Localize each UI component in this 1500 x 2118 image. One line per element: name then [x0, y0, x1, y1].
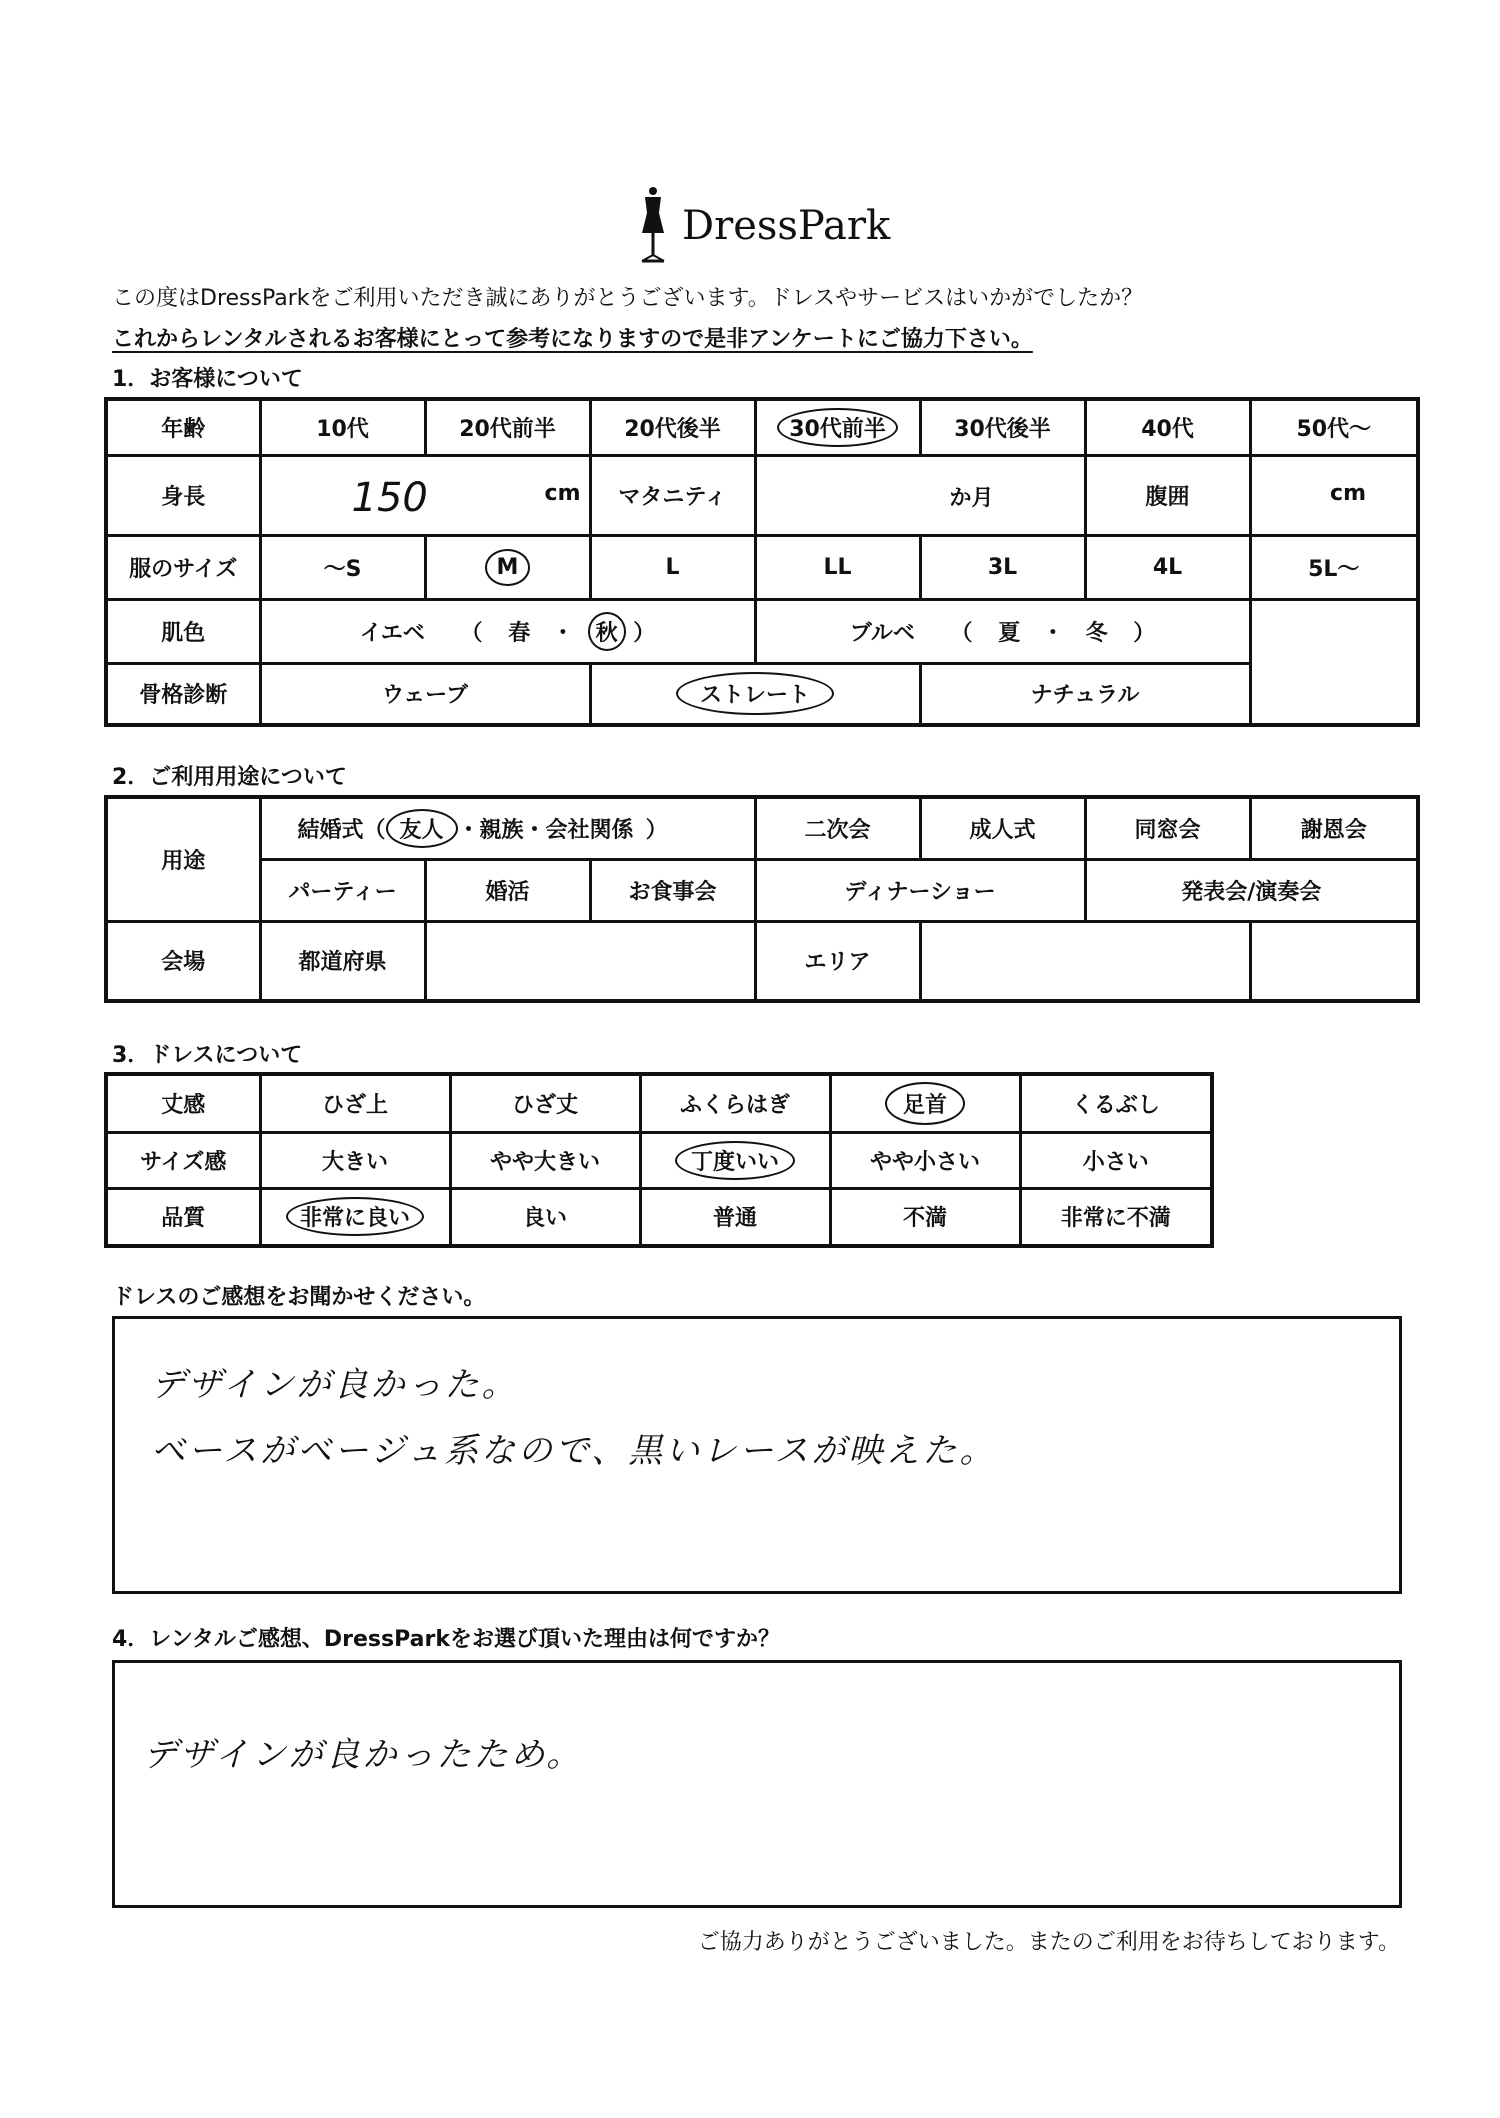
age-label: 年齢 [106, 399, 260, 455]
age-option[interactable]: 40代 [1085, 399, 1250, 455]
selection-circle: 丁度いい [675, 1141, 795, 1180]
fit-row [106, 1132, 1212, 1188]
fit-option[interactable]: やや大きい [450, 1132, 640, 1188]
size-option[interactable]: LL [755, 535, 920, 599]
purpose-table [104, 795, 1420, 1003]
quality-option-selected[interactable] [260, 1188, 450, 1246]
maternity-unit: か月 [949, 485, 994, 511]
purpose-option[interactable]: 発表会/演奏会 [1085, 859, 1418, 921]
dress-form-icon [630, 185, 676, 267]
prefecture-field[interactable] [425, 921, 755, 1001]
friend-option-selected[interactable]: 友人 [386, 809, 458, 848]
waist-label: 腹囲 [1085, 455, 1250, 535]
fit-option-selected[interactable] [640, 1132, 830, 1188]
empty-cell [1250, 599, 1418, 663]
paren-open: （ [950, 620, 973, 646]
area-field[interactable] [920, 921, 1250, 1001]
paren-open: （ [460, 620, 483, 646]
impressions-prompt: ドレスのご感想をお聞かせください。 [112, 1285, 486, 1310]
size-option[interactable]: 3L [920, 535, 1085, 599]
purpose-option[interactable]: パーティー [260, 859, 425, 921]
relatives-company-option[interactable]: ・親族・会社関係 [457, 817, 634, 843]
length-row [106, 1074, 1212, 1132]
purpose-option[interactable]: ディナーショー [755, 859, 1085, 921]
autumn-option-selected[interactable]: 秋 [588, 612, 626, 651]
purpose-row-1 [106, 797, 1418, 859]
section-3-title: 3．ドレスについて [112, 1043, 303, 1068]
age-row [106, 399, 1418, 455]
section-2-title: 2．ご利用用途について [112, 765, 347, 790]
winter-option[interactable]: 冬 [1085, 620, 1108, 646]
quality-label: 品質 [106, 1188, 260, 1246]
reason-answer: デザインが良かったため。 [143, 1735, 584, 1775]
selection-circle: 足首 [885, 1082, 965, 1125]
section-4-title: 4．レンタルご感想、DressParkをお選び頂いた理由は何ですか？ [112, 1627, 780, 1652]
impressions-line-1: デザインが良かった。 [151, 1365, 519, 1405]
quality-option[interactable]: 不満 [830, 1188, 1020, 1246]
purpose-option[interactable]: 婚活 [425, 859, 590, 921]
quality-option[interactable]: 普通 [640, 1188, 830, 1246]
age-option[interactable]: 20代前半 [425, 399, 590, 455]
skin-row [106, 599, 1418, 663]
purpose-option[interactable]: 成人式 [920, 797, 1085, 859]
separator: ・ [1041, 620, 1064, 646]
fit-option[interactable]: やや小さい [830, 1132, 1020, 1188]
quality-option[interactable]: 良い [450, 1188, 640, 1246]
length-option[interactable]: ひざ丈 [450, 1074, 640, 1132]
impressions-box[interactable] [112, 1316, 1402, 1594]
length-option[interactable]: ひざ上 [260, 1074, 450, 1132]
purpose-option[interactable]: お食事会 [590, 859, 755, 921]
spring-option[interactable]: 春 [508, 620, 531, 646]
yellow-base-label: イエベ [359, 620, 425, 646]
frame-option[interactable]: ウェーブ [260, 663, 590, 725]
height-field[interactable] [260, 455, 590, 535]
age-option-selected[interactable] [755, 399, 920, 455]
paren-close: ） [633, 620, 656, 646]
empty-cell [1250, 921, 1418, 1001]
separator: ・ [551, 620, 574, 646]
wedding-option[interactable] [260, 797, 755, 859]
length-option[interactable]: くるぶし [1020, 1074, 1212, 1132]
height-value: 150 [351, 474, 428, 521]
reason-box[interactable] [112, 1660, 1402, 1908]
intro-line-2: これからレンタルされるお客様にとって参考になりますので是非アンケートにご協力下さい。 [112, 327, 1033, 352]
dress-table [104, 1072, 1214, 1248]
age-option[interactable]: 10代 [260, 399, 425, 455]
waist-field[interactable] [1250, 455, 1418, 535]
blue-base-label: ブルベ [849, 620, 915, 646]
fit-label: サイズ感 [106, 1132, 260, 1188]
impressions-line-2: ベースがベージュ系なので、黒いレースが映えた。 [151, 1431, 997, 1471]
quality-option[interactable]: 非常に不満 [1020, 1188, 1212, 1246]
closing-message: ご協力ありがとうございました。またのご利用をお待ちしております。 [697, 1930, 1400, 1955]
selection-circle: 非常に良い [286, 1197, 424, 1236]
length-label: 丈感 [106, 1074, 260, 1132]
age-option[interactable]: 20代後半 [590, 399, 755, 455]
intro-line-1: この度はDressParkをご利用いただき誠にありがとうございます。ドレスやサービスはいかがでしたか？ [112, 286, 1144, 311]
height-row [106, 455, 1418, 535]
size-label: 服のサイズ [106, 535, 260, 599]
frame-row [106, 663, 1418, 725]
selection-circle: ストレート [676, 672, 834, 715]
fit-option[interactable]: 大きい [260, 1132, 450, 1188]
maternity-field[interactable] [755, 455, 1085, 535]
logo-text: DressPark [682, 203, 891, 249]
size-option[interactable]: 4L [1085, 535, 1250, 599]
paren-open: （ [363, 817, 386, 843]
size-row [106, 535, 1418, 599]
height-unit: cm [544, 480, 581, 506]
wedding-label: 結婚式 [297, 817, 364, 843]
prefecture-label: 都道府県 [260, 921, 425, 1001]
length-option-selected[interactable] [830, 1074, 1020, 1132]
logo [630, 185, 890, 267]
customer-table [104, 397, 1420, 727]
height-label: 身長 [106, 455, 260, 535]
age-option[interactable]: 30代後半 [920, 399, 1085, 455]
summer-option[interactable]: 夏 [998, 620, 1021, 646]
selection-circle: M [485, 549, 531, 586]
paren-close: ） [645, 817, 668, 843]
purpose-option[interactable]: 同窓会 [1085, 797, 1250, 859]
length-option[interactable]: ふくらはぎ [640, 1074, 830, 1132]
quality-row [106, 1188, 1212, 1246]
waist-unit: cm [1330, 480, 1366, 506]
section-1-title: 1．お客様について [112, 367, 303, 392]
size-option-selected[interactable] [425, 535, 590, 599]
age-option[interactable]: 50代～ [1250, 399, 1418, 455]
size-option[interactable]: 5L～ [1250, 535, 1418, 599]
size-option[interactable]: ～S [260, 535, 425, 599]
skin-blue[interactable] [755, 599, 1250, 663]
maternity-label: マタニティ [590, 455, 755, 535]
venue-label: 会場 [106, 921, 260, 1001]
skin-yellow[interactable] [260, 599, 755, 663]
size-option[interactable]: L [590, 535, 755, 599]
skin-label: 肌色 [106, 599, 260, 663]
frame-label: 骨格診断 [106, 663, 260, 725]
fit-option[interactable]: 小さい [1020, 1132, 1212, 1188]
purpose-option[interactable]: 二次会 [755, 797, 920, 859]
area-label: エリア [755, 921, 920, 1001]
frame-option[interactable]: ナチュラル [920, 663, 1250, 725]
empty-cell [1250, 663, 1418, 725]
selection-circle: 30代前半 [777, 408, 898, 447]
purpose-row-2 [106, 859, 1418, 921]
frame-option-selected[interactable] [590, 663, 920, 725]
venue-row [106, 921, 1418, 1001]
paren-close: ） [1133, 620, 1156, 646]
purpose-option[interactable]: 謝恩会 [1250, 797, 1418, 859]
purpose-label: 用途 [106, 797, 260, 921]
